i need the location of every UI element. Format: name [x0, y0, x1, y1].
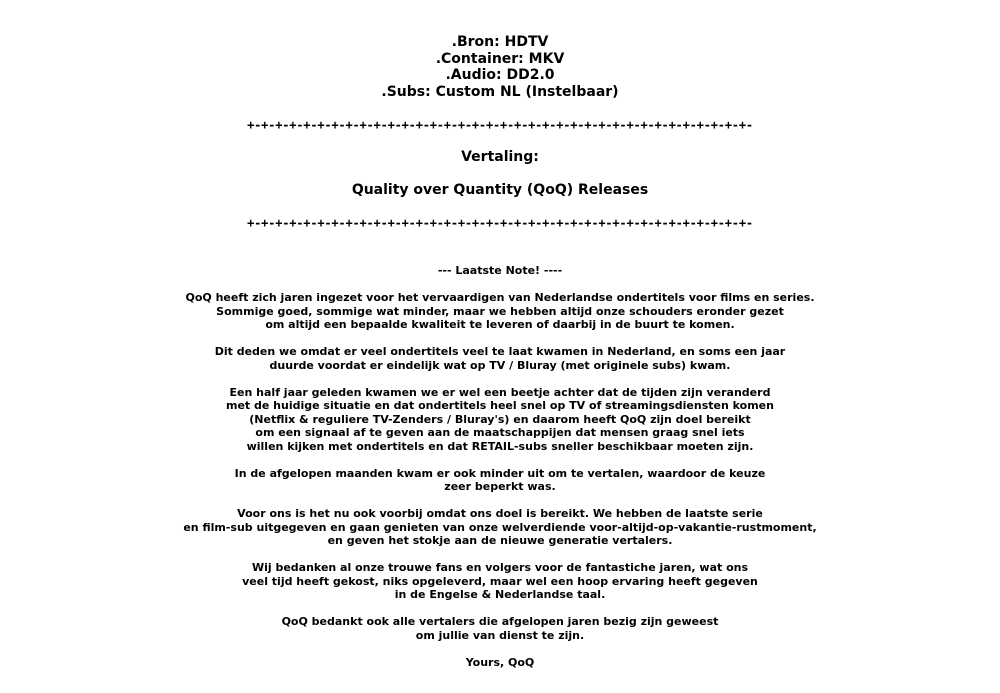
vertaling-label: Vertaling:	[461, 149, 539, 165]
spec-container: .Container: MKV	[435, 50, 565, 67]
note-line: (Netflix & reguliere TV-Zenders / Bluray's) en daarom heeft QoQ zijn doel bereikt	[249, 412, 751, 426]
note-paragraph	[0, 345, 1000, 372]
divider-bottom: +-+-+-+-+-+-+-+-+-+-+-+-+-+-+-+-+-+-+-+-+-+-+-+-+-+-+-+-+-+-+-+-+-+-+-+-	[247, 216, 753, 230]
note-line: met de huidige situatie en dat ondertitels heel snel op TV of streamingsdiensten komen	[226, 399, 774, 412]
note-line: QoQ bedankt ook alle vertalers die afgelopen jaren bezig zijn geweest	[281, 615, 719, 628]
note-line: Dit deden we omdat er veel ondertitels veel te laat kwamen in Nederland, en soms een jaar	[214, 345, 786, 358]
note-line: veel tijd heeft gekost, niks opgeleverd, maar wel een hoop ervaring heeft gegeven	[242, 574, 758, 588]
divider-top: +-+-+-+-+-+-+-+-+-+-+-+-+-+-+-+-+-+-+-+-+-+-+-+-+-+-+-+-+-+-+-+-+-+-+-+-	[247, 118, 753, 132]
signature-line: Yours, QoQ	[465, 655, 535, 669]
release-group-title: Quality over Quantity (QoQ) Releases	[351, 182, 649, 198]
note-line: in de Engelse & Nederlandse taal.	[394, 588, 606, 601]
note-line: In de afgelopen maanden kwam er ook minder uit om te vertalen, waardoor de keuze	[234, 466, 766, 480]
note-signature	[0, 656, 1000, 670]
note-paragraph	[0, 467, 1000, 494]
note-title-text: --- Laatste Note! ----	[437, 264, 563, 277]
spec-audio: .Audio: DD2.0	[445, 67, 555, 83]
release-specs	[0, 34, 1000, 100]
note-paragraph	[0, 615, 1000, 642]
note-paragraph	[0, 386, 1000, 454]
note-line: Voor ons is het nu ook voorbij omdat ons doel is bereikt. We hebben de laatste serie	[237, 507, 763, 520]
note-line: en film-sub uitgegeven en gaan genieten van onze welverdiende voor-altijd-op-vakantie-rustmoment,	[183, 520, 817, 534]
note-line: zeer beperkt was.	[444, 480, 556, 493]
note-line: QoQ heeft zich jaren ingezet voor het vervaardigen van Nederlandse ondertitels voor films en series.	[185, 291, 815, 304]
spec-source: .Bron: HDTV	[451, 34, 549, 50]
note-line: om jullie van dienst te zijn.	[415, 628, 585, 642]
spec-subs: .Subs: Custom NL (Instelbaar)	[381, 83, 619, 100]
note-line: om altijd een bepaalde kwaliteit te leveren of daarbij in de buurt te komen.	[265, 318, 735, 331]
last-note	[0, 264, 1000, 683]
note-line: duurde voordat er eindelijk wat op TV / Bluray (met originele subs) kwam.	[269, 358, 731, 372]
note-paragraph	[0, 507, 1000, 548]
note-line: Sommige goed, sommige wat minder, maar we hebben altijd onze schouders eronder gezet	[216, 304, 784, 318]
note-line: willen kijken met ondertitels en dat RETAIL-subs sneller beschikbaar moeten zijn.	[246, 439, 754, 453]
note-title	[0, 264, 1000, 278]
note-line: Wij bedanken al onze trouwe fans en volgers voor de fantastiche jaren, wat ons	[251, 561, 749, 574]
note-line: en geven het stokje aan de nieuwe generatie vertalers.	[327, 534, 673, 547]
note-line: Een half jaar geleden kwamen we er wel een beetje achter dat de tijden zijn veranderd	[229, 385, 771, 399]
note-paragraph	[0, 291, 1000, 332]
note-paragraph	[0, 561, 1000, 602]
note-line: om een signaal af te geven aan de maatschappijen dat mensen graag snel iets	[255, 426, 745, 439]
